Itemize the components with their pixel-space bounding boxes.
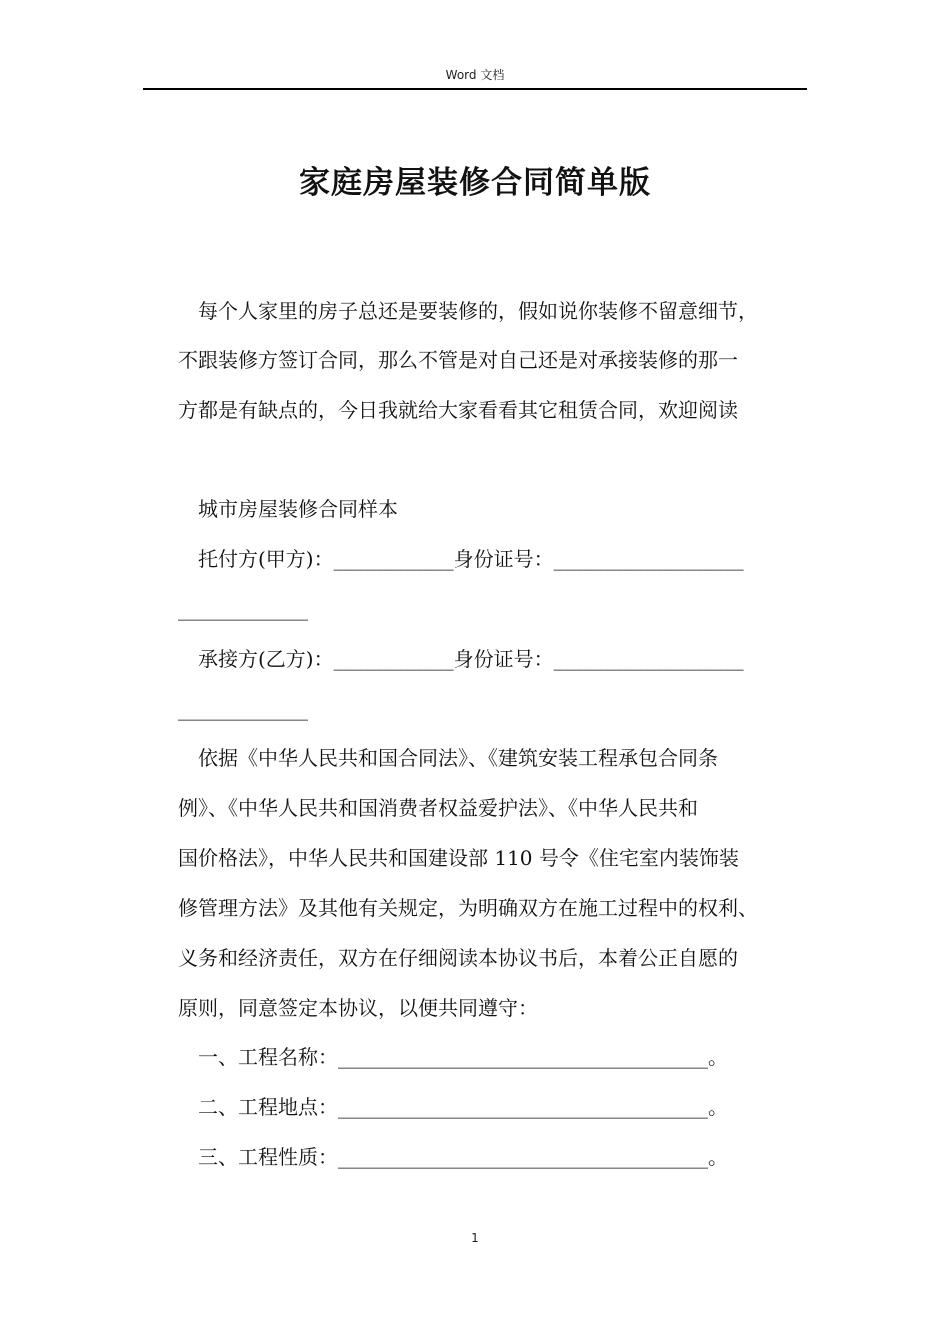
party-a-line-2: _____________ xyxy=(178,597,308,621)
basis-line-2: 例》、《中华人民共和国消费者权益爱护法》、《中华人民共和 xyxy=(178,796,698,820)
intro-line-1: 每个人家里的房子总还是要装修的，假如说你装修不留意细节， xyxy=(198,299,758,323)
intro-line-2: 不跟装修方签订合同，那么不管是对自己还是对承接装修的那一 xyxy=(178,348,738,372)
party-b-line-1: 承接方(乙方)：____________身份证号：___________________ xyxy=(198,647,744,671)
section-heading: 城市房屋装修合同样本 xyxy=(198,497,398,521)
party-a-line-1: 托付方(甲方)：____________身份证号：___________________ xyxy=(198,547,744,571)
item-project-location: 二、工程地点：_____________________________________。 xyxy=(198,1095,728,1119)
document-title: 家庭房屋装修合同简单版 xyxy=(299,165,651,201)
page-number: 1 xyxy=(471,1231,479,1245)
intro-line-3: 方都是有缺点的，今日我就给大家看看其它租赁合同，欢迎阅读 xyxy=(178,398,738,422)
item-project-nature: 三、工程性质：_____________________________________。 xyxy=(198,1145,728,1169)
basis-line-1: 依据《中华人民共和国合同法》、《建筑安装工程承包合同条 xyxy=(198,746,718,770)
party-b-line-2: _____________ xyxy=(178,697,308,721)
header-divider xyxy=(143,88,807,90)
page-header-text: Word 文档 xyxy=(445,68,505,82)
basis-line-3: 国价格法》，中华人民共和国建设部 110 号令《住宅室内装饰装 xyxy=(178,846,739,870)
basis-line-4: 修管理方法》及其他有关规定，为明确双方在施工过程中的权利、 xyxy=(178,896,758,920)
basis-line-6: 原则，同意签定本协议，以便共同遵守： xyxy=(178,996,538,1020)
basis-line-5: 义务和经济责任，双方在仔细阅读本协议书后，本着公正自愿的 xyxy=(178,946,738,970)
item-project-name: 一、工程名称：_____________________________________。 xyxy=(198,1045,728,1069)
